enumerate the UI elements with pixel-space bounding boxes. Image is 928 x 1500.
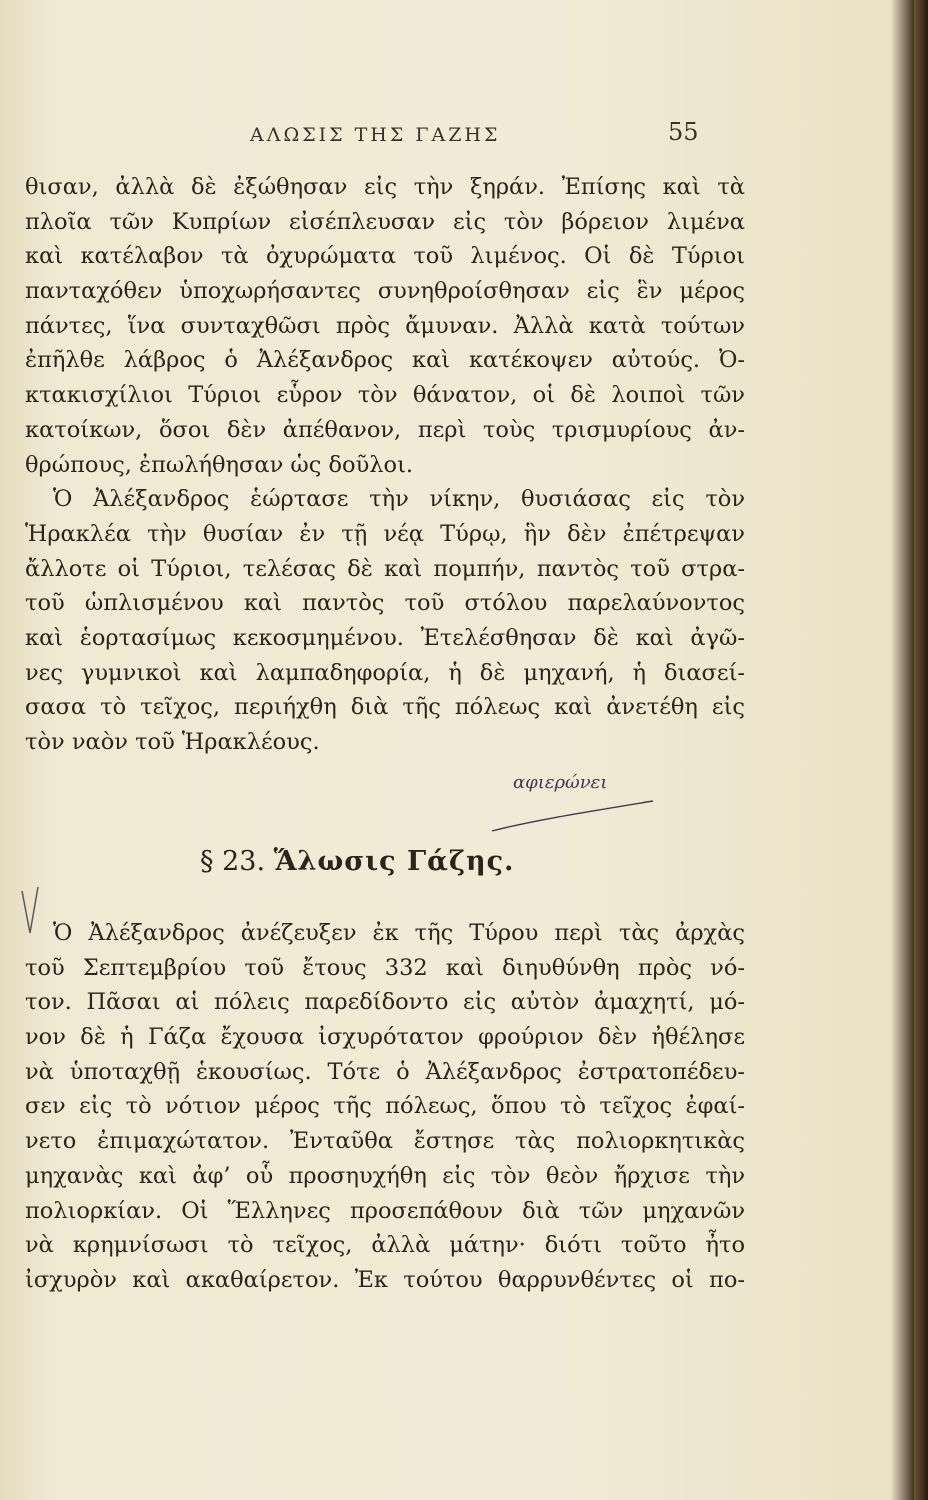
text-line: νες γυμνικοὶ καὶ λαμπαδηφορία, ἡ δὲ μηχανή, ἡ διασεί-	[25, 659, 745, 686]
text-line: σεν εἰς τὸ νότιον μέρος τῆς πόλεως, ὅπου τὸ τεῖχος ἐφαί-	[25, 1093, 745, 1120]
text-line: τὸν ναὸν τοῦ Ἡρακλέους.	[25, 729, 320, 755]
handwritten-stroke	[490, 795, 655, 835]
text-line: νον δὲ ἡ Γάζα ἔχουσα ἰσχυρότατον φρούριον δὲν ἠθέλησε	[25, 1024, 745, 1051]
text-block-lower	[25, 916, 745, 1298]
text-line: ἐπῆλθε λάβρος ὁ Ἀλέξανδρος καὶ κατέκοψεν αὐτούς. Ὀ-	[25, 347, 745, 374]
text-line: τοῦ ὡπλισμένου καὶ παντὸς τοῦ στόλου παρελαύνοντος	[25, 590, 745, 617]
text-line: πολιορκίαν. Οἱ Ἕλληνες προσεπάθουν διὰ τῶν μηχανῶν	[25, 1197, 745, 1224]
text-line: ἰσχυρὸν καὶ ακαθαίρετον. Ἐκ τούτου θαρρυνθέντες οἱ πο-	[25, 1266, 745, 1293]
page-number: 55	[668, 118, 699, 146]
section-number: § 23.	[200, 846, 266, 877]
text-line: μηχανὰς καὶ ἀφ’ οὗ προσηυχήθη εἰς τὸν θεὸν ἤρχισε τὴν	[25, 1162, 745, 1189]
text-line: Ὁ Ἀλέξανδρος ἑώρτασε τὴν νίκην, θυσιάσας εἰς τὸν	[53, 486, 745, 513]
text-line: πλοῖα τῶν Κυπρίων εἰσέπλευσαν εἰς τὸν βόρειον λιμένα	[25, 208, 745, 235]
text-line: τοῦ Σεπτεμβρίου τοῦ ἔτους 332 καὶ διηυθύνθη πρὸς νό-	[25, 954, 745, 981]
text-line: καὶ ἑορτασίμως κεκοσμημένου. Ἐτελέσθησαν δὲ καὶ ἀγῶ-	[25, 624, 745, 651]
text-line: νετο ἐπιμαχώτατον. Ἐνταῦθα ἔστησε τὰς πολιορκητικὰς	[25, 1128, 745, 1155]
text-line: νὰ ὑποταχθῇ ἑκουσίως. Τότε ὁ Ἀλέξανδρος ἐστρατοπέδευ-	[25, 1058, 745, 1085]
text-line: κατοίκων, ὅσοι δὲν ἀπέθανον, περὶ τοὺς τρισμυρίους ἀν-	[25, 416, 745, 443]
handwritten-annotation: αφιερώνει	[513, 772, 608, 793]
text-line: σασα τὸ τεῖχος, περιήχθη διὰ τῆς πόλεως καὶ ἀνετέθη εἰς	[25, 694, 745, 721]
text-line: τον. Πᾶσαι αἱ πόλεις παρεδίδοντο εἰς αὐτὸν ἀμαχητί, μό-	[25, 989, 745, 1016]
book-spine-edge	[914, 0, 928, 1500]
text-block-upper	[25, 170, 745, 760]
text-line: νὰ κρημνίσωσι τὸ τεῖχος, ἀλλὰ μάτην· διότι τοῦτο ἦτο	[25, 1232, 745, 1259]
text-line: Ὁ Ἀλέξανδρος ἀνέζευξεν ἐκ τῆς Τύρου περὶ τὰς ἀρχὰς	[53, 920, 745, 946]
running-title: ΑΛΩΣΙΣ ΤΗΣ ΓΑΖΗΣ	[250, 124, 501, 146]
running-head	[0, 118, 928, 152]
text-line: Ἡρακλέα τὴν θυσίαν ἐν τῇ νέᾳ Τύρῳ, ἣν δὲν ἐπέτρεψαν	[25, 520, 745, 547]
text-line: πάντες, ἵνα συνταχθῶσι πρὸς ἄμυναν. Ἀλλὰ κατὰ τούτων	[25, 312, 745, 339]
text-line: θρώπους, ἐπωλήθησαν ὡς δοῦλοι.	[25, 451, 414, 478]
section-title: Ἅλωσις Γάζης.	[273, 846, 515, 877]
text-line: θισαν, ἀλλὰ δὲ ἐξώθησαν εἰς τὴν ξηράν. Ἐπίσης καὶ τὰ	[25, 174, 745, 200]
text-line: καὶ κατέλαβον τὰ ὀχυρώματα τοῦ λιμένος. Οἱ δὲ Τύριοι	[25, 243, 745, 270]
text-line: κτακισχίλιοι Τύριοι εὗρον τὸν θάνατον, οἱ δὲ λοιποὶ τῶν	[25, 382, 745, 409]
text-line: πανταχόθεν ὑποχωρήσαντες συνηθροίσθησαν εἰς ἓν μέρος	[25, 278, 745, 305]
text-line: ἄλλοτε οἱ Τύριοι, τελέσας δὲ καὶ πομπήν, παντὸς τοῦ στρα-	[25, 555, 745, 582]
section-heading	[200, 846, 620, 886]
